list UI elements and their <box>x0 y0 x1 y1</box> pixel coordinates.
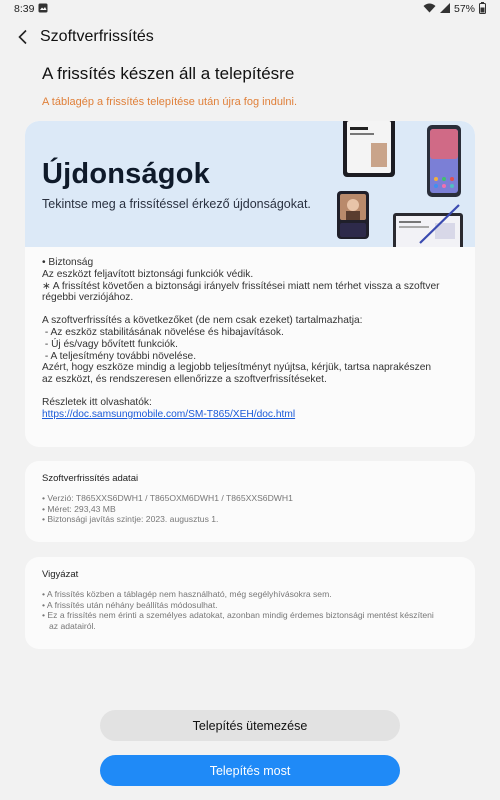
note-line: az eszközt, és rendszeresen ellenőrizze a szoftverfrissítéseket. <box>42 374 327 386</box>
status-time: 8:39 <box>14 3 35 15</box>
caution-line: • A frissítés után néhány beállítás módosulhat. <box>42 599 218 610</box>
restart-warning: A táblagép a frissítés telepítése után újra fog indulni. <box>42 96 297 108</box>
release-notes-card <box>25 121 475 447</box>
note-line: - Az eszköz stabilitásának növelése és hibajavítások. <box>42 326 284 338</box>
size-info: • Méret: 293,43 MB <box>42 503 116 514</box>
page-title: Szoftverfrissítés <box>40 28 154 45</box>
version-info: • Verzió: T865XXS6DWH1 / T865OXM6DWH1 / T865XXS6DWH1 <box>42 493 293 503</box>
battery-percent: 57% <box>453 3 475 15</box>
update-info-card <box>25 461 475 542</box>
note-line: régebbi verziójához. <box>42 292 134 304</box>
back-button[interactable] <box>12 26 34 48</box>
update-ready-heading: A frissítés készen áll a telepítésre <box>42 64 295 83</box>
status-right <box>423 2 486 17</box>
note-line: - A teljesítmény további növelése. <box>42 350 197 362</box>
note-line: Az eszközt feljavított biztonsági funkciók védik. <box>42 268 254 280</box>
note-line: Azért, hogy eszköze mindig a legjobb teljesítményt nyújtsa, kérjük, tartsa naprakészen <box>42 362 432 374</box>
caution-line: az adatairól. <box>49 620 96 631</box>
devices-illustration-icon <box>335 121 465 247</box>
caution-line: • A frissítés közben a táblagép nem használható, még segélyhívásokra sem. <box>42 589 332 599</box>
note-line: - Új és/vagy bővített funkciók. <box>42 338 178 350</box>
banner-subtitle: Tekintse meg a frissítéssel érkező újdonságokat. <box>42 197 311 211</box>
status-left <box>14 3 48 16</box>
note-line: ∗ A frissítést követően a biztonsági irányelv frissítései miatt nem térhet vissza a szoftver <box>42 280 440 292</box>
spacer <box>42 386 458 397</box>
security-patch-info: • Biztonsági javítás szintje: 2023. augusztus 1. <box>42 514 219 525</box>
caution-line: • Ez a frissítés nem érinti a személyes adatokat, azonban mindig érdemes biztonsági mentést készíteni <box>42 610 434 621</box>
battery-icon <box>479 2 486 17</box>
wifi-icon <box>423 3 436 16</box>
app-bar <box>0 22 500 52</box>
details-label: Részletek itt olvashatók: <box>42 396 152 408</box>
note-line: A szoftverfrissítés a következőket (de nem csak ezeket) tartalmazhatja: <box>42 315 363 327</box>
spacer <box>42 304 458 315</box>
banner-title: Újdonságok <box>42 158 210 190</box>
caution-heading: Vigyázat <box>42 569 79 580</box>
schedule-install-button[interactable]: Telepítés ütemezése <box>100 710 400 741</box>
caution-card <box>25 557 475 649</box>
install-now-button[interactable]: Telepítés most <box>100 755 400 786</box>
gallery-notification-icon <box>38 3 48 16</box>
signal-icon <box>440 3 450 16</box>
whats-new-banner[interactable] <box>25 121 475 247</box>
update-info-heading: Szoftverfrissítés adatai <box>42 473 139 484</box>
note-line: • Biztonság <box>42 257 94 268</box>
chevron-left-icon <box>17 29 29 45</box>
release-notes <box>25 247 475 421</box>
details-link[interactable]: https://doc.samsungmobile.com/SM-T865/XEH/doc.html <box>42 408 296 420</box>
status-bar <box>0 0 500 18</box>
